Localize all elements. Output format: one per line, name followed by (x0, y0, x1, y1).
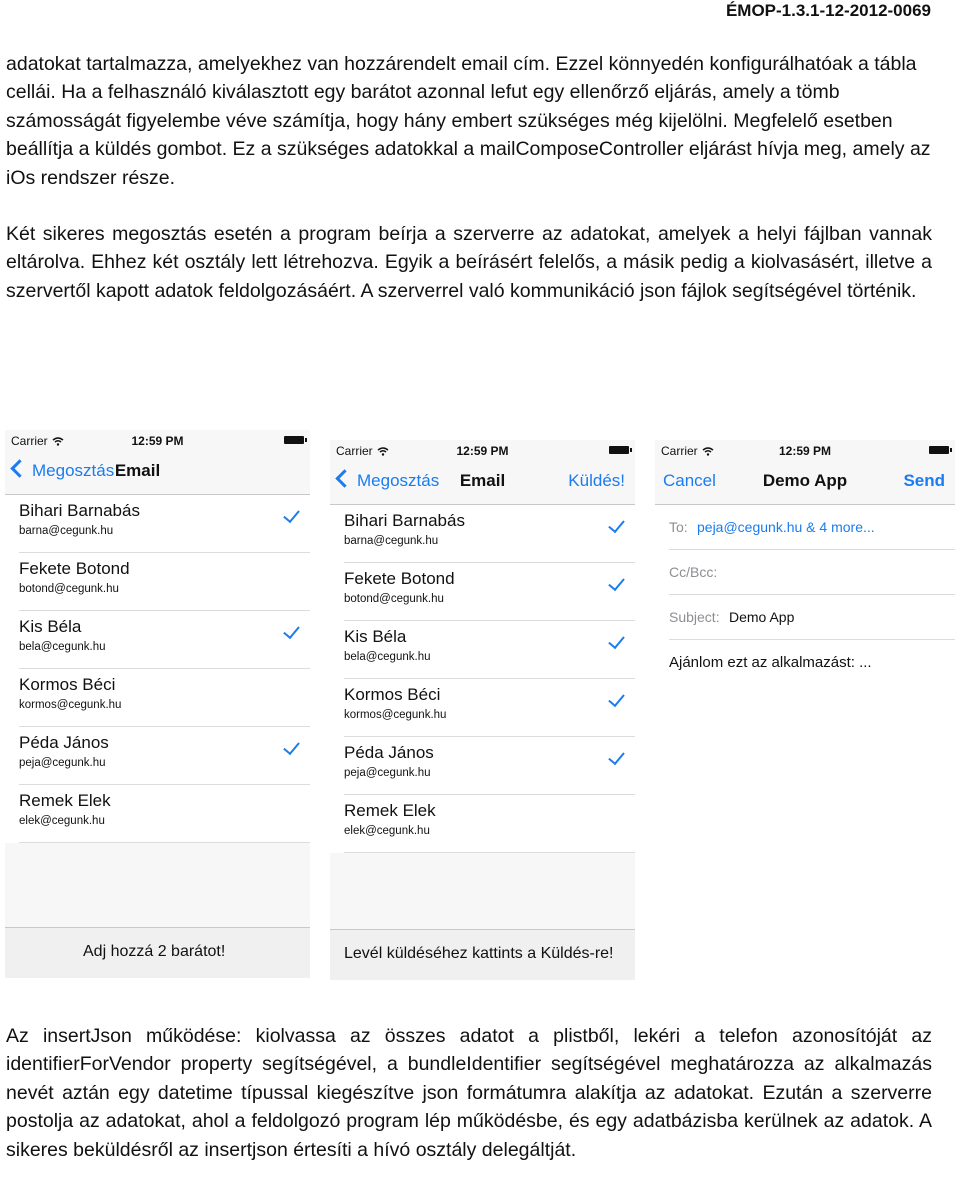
to-label: To: (669, 519, 688, 535)
paragraph-2: Két sikeres megosztás esetén a program beírja a szerverre az adatokat, amelyek a helyi fájlban vannak eltárolva. Ehhez két osztály lett létrehozva. Egyik a beírásért felelős, a másik pedig a kiolvasásért, illetve a szervertől kapott adatok feldolgozásáért. A szerverrel való kommunikáció json fájlok segítségével történik. (6, 223, 932, 302)
ccbcc-label: Cc/Bcc: (669, 564, 718, 580)
checkmark-icon (283, 506, 300, 523)
subject-value: Demo App (729, 609, 795, 625)
screenshot-email-picker-2 (330, 440, 635, 980)
to-value: peja@cegunk.hu & 4 more... (697, 519, 875, 535)
checkmark-icon (283, 622, 300, 639)
contact-email: botond@cegunk.hu (19, 583, 119, 595)
compose-form (655, 505, 955, 684)
contact-email: peja@cegunk.hu (19, 757, 106, 769)
contact-name: Péda János (19, 733, 109, 752)
status-bar (5, 430, 310, 450)
contact-email: kormos@cegunk.hu (19, 699, 122, 711)
clock: 12:59 PM (456, 444, 509, 458)
paragraph-3: Az insertJson működése: kiolvassa az összes adatot a plistből, lekéri a telefon azonosítóját az identifierForVendor property segítségével, a bundleIdentifier segítségével meghatározza az alkalmazás nevét aztán egy datetime típussal kiegészítve json formátumra alakítja az adatokat. Ezután a szerverre postolja az adatokat, ahol a feldolgozó program lép működésbe, és egy adatbázisba kerülnek az adatok. A sikeres beküldésről az insertjson értesíti a hívó osztály delegáltját. (6, 1025, 932, 1161)
nav-title: Demo App (762, 471, 848, 490)
contact-email: barna@cegunk.hu (344, 535, 439, 547)
nav-bar (5, 450, 310, 495)
contact-row[interactable] (344, 621, 635, 679)
cancel-button[interactable]: Cancel (663, 471, 716, 490)
contact-row[interactable] (19, 495, 310, 553)
checkmark-icon (283, 738, 300, 755)
send-button[interactable]: Küldés! (568, 471, 625, 490)
checkmark-icon (608, 748, 625, 765)
subject-field[interactable] (669, 595, 955, 640)
back-button[interactable]: Megosztás (338, 471, 439, 491)
contact-row[interactable] (344, 737, 635, 795)
contact-name: Kis Béla (19, 617, 82, 636)
toolbar-hint: Adj hozzá 2 barátot! (5, 927, 310, 978)
contact-email: elek@cegunk.hu (344, 825, 430, 837)
checkmark-icon (608, 632, 625, 649)
screenshot-mail-compose (655, 440, 955, 980)
document-code: ÉMOP-1.3.1-12-2012-0069 (725, 1, 931, 20)
subject-label: Subject: (669, 609, 720, 625)
to-field[interactable] (669, 505, 955, 550)
contact-email: barna@cegunk.hu (19, 525, 114, 537)
status-bar (655, 440, 955, 460)
contact-row[interactable] (344, 795, 635, 853)
contact-row[interactable] (344, 505, 635, 563)
contact-row[interactable] (19, 553, 310, 611)
status-bar (330, 440, 635, 460)
nav-title: Email (459, 471, 506, 490)
clock: 12:59 PM (131, 434, 184, 448)
body-text: Ajánlom ezt az alkalmazást: ... (669, 654, 872, 671)
contact-email: bela@cegunk.hu (344, 651, 431, 663)
contact-name: Bihari Barnabás (344, 511, 465, 530)
toolbar-hint: Levél küldéséhez kattints a Küldés-re! (330, 929, 635, 980)
battery-icon (929, 446, 949, 454)
contact-row[interactable] (19, 669, 310, 727)
contact-row[interactable] (19, 785, 310, 843)
contact-row[interactable] (19, 611, 310, 669)
contact-name: Fekete Botond (19, 559, 130, 578)
ccbcc-field[interactable] (669, 550, 955, 595)
contact-name: Bihari Barnabás (19, 501, 140, 520)
contact-list (330, 505, 635, 853)
nav-bar (655, 460, 955, 505)
checkmark-icon (608, 574, 625, 591)
clock: 12:59 PM (778, 444, 832, 458)
battery-icon (609, 446, 629, 454)
nav-bar (330, 460, 635, 505)
checkmark-icon (608, 690, 625, 707)
carrier-label: Carrier (336, 444, 389, 458)
contact-name: Remek Elek (344, 801, 436, 820)
contact-name: Kormos Béci (344, 685, 441, 704)
contact-name: Kis Béla (344, 627, 407, 646)
body-field[interactable] (669, 640, 955, 684)
contact-list (5, 495, 310, 843)
contact-row[interactable] (344, 563, 635, 621)
contact-name: Remek Elek (19, 791, 111, 810)
contact-name: Péda János (344, 743, 434, 762)
paragraph-1: adatokat tartalmazza, amelyekhez van hozzárendelt email cím. Ezzel könnyedén konfigurálhatóak a tábla cellái. Ha a felhasználó kiválasztott egy barátot azonnal lefut egy ellenőrző eljárás, amely a tömb számosságát figyelembe véve számítja, hogy hány embert szükséges még kijelölni. Megfelelő esetben beállítja a küldés gombot. Ez a szükséges adatokkal a mailComposeController eljárást hívja meg, amely az iOs rendszer része. (6, 53, 931, 189)
nav-title: Email (114, 461, 161, 480)
contact-row[interactable] (344, 679, 635, 737)
screenshot-email-picker-1 (5, 430, 310, 978)
contact-email: bela@cegunk.hu (19, 641, 106, 653)
contact-name: Kormos Béci (19, 675, 116, 694)
send-button[interactable]: Send (903, 471, 945, 490)
contact-email: botond@cegunk.hu (344, 593, 444, 605)
contact-email: kormos@cegunk.hu (344, 709, 447, 721)
battery-icon (284, 436, 304, 444)
carrier-label: Carrier (11, 434, 64, 448)
contact-row[interactable] (19, 727, 310, 785)
contact-email: peja@cegunk.hu (344, 767, 431, 779)
checkmark-icon (608, 516, 625, 533)
carrier-label: Carrier (661, 444, 714, 458)
contact-email: elek@cegunk.hu (19, 815, 105, 827)
back-button[interactable]: Megosztás (13, 461, 114, 481)
contact-name: Fekete Botond (344, 569, 455, 588)
